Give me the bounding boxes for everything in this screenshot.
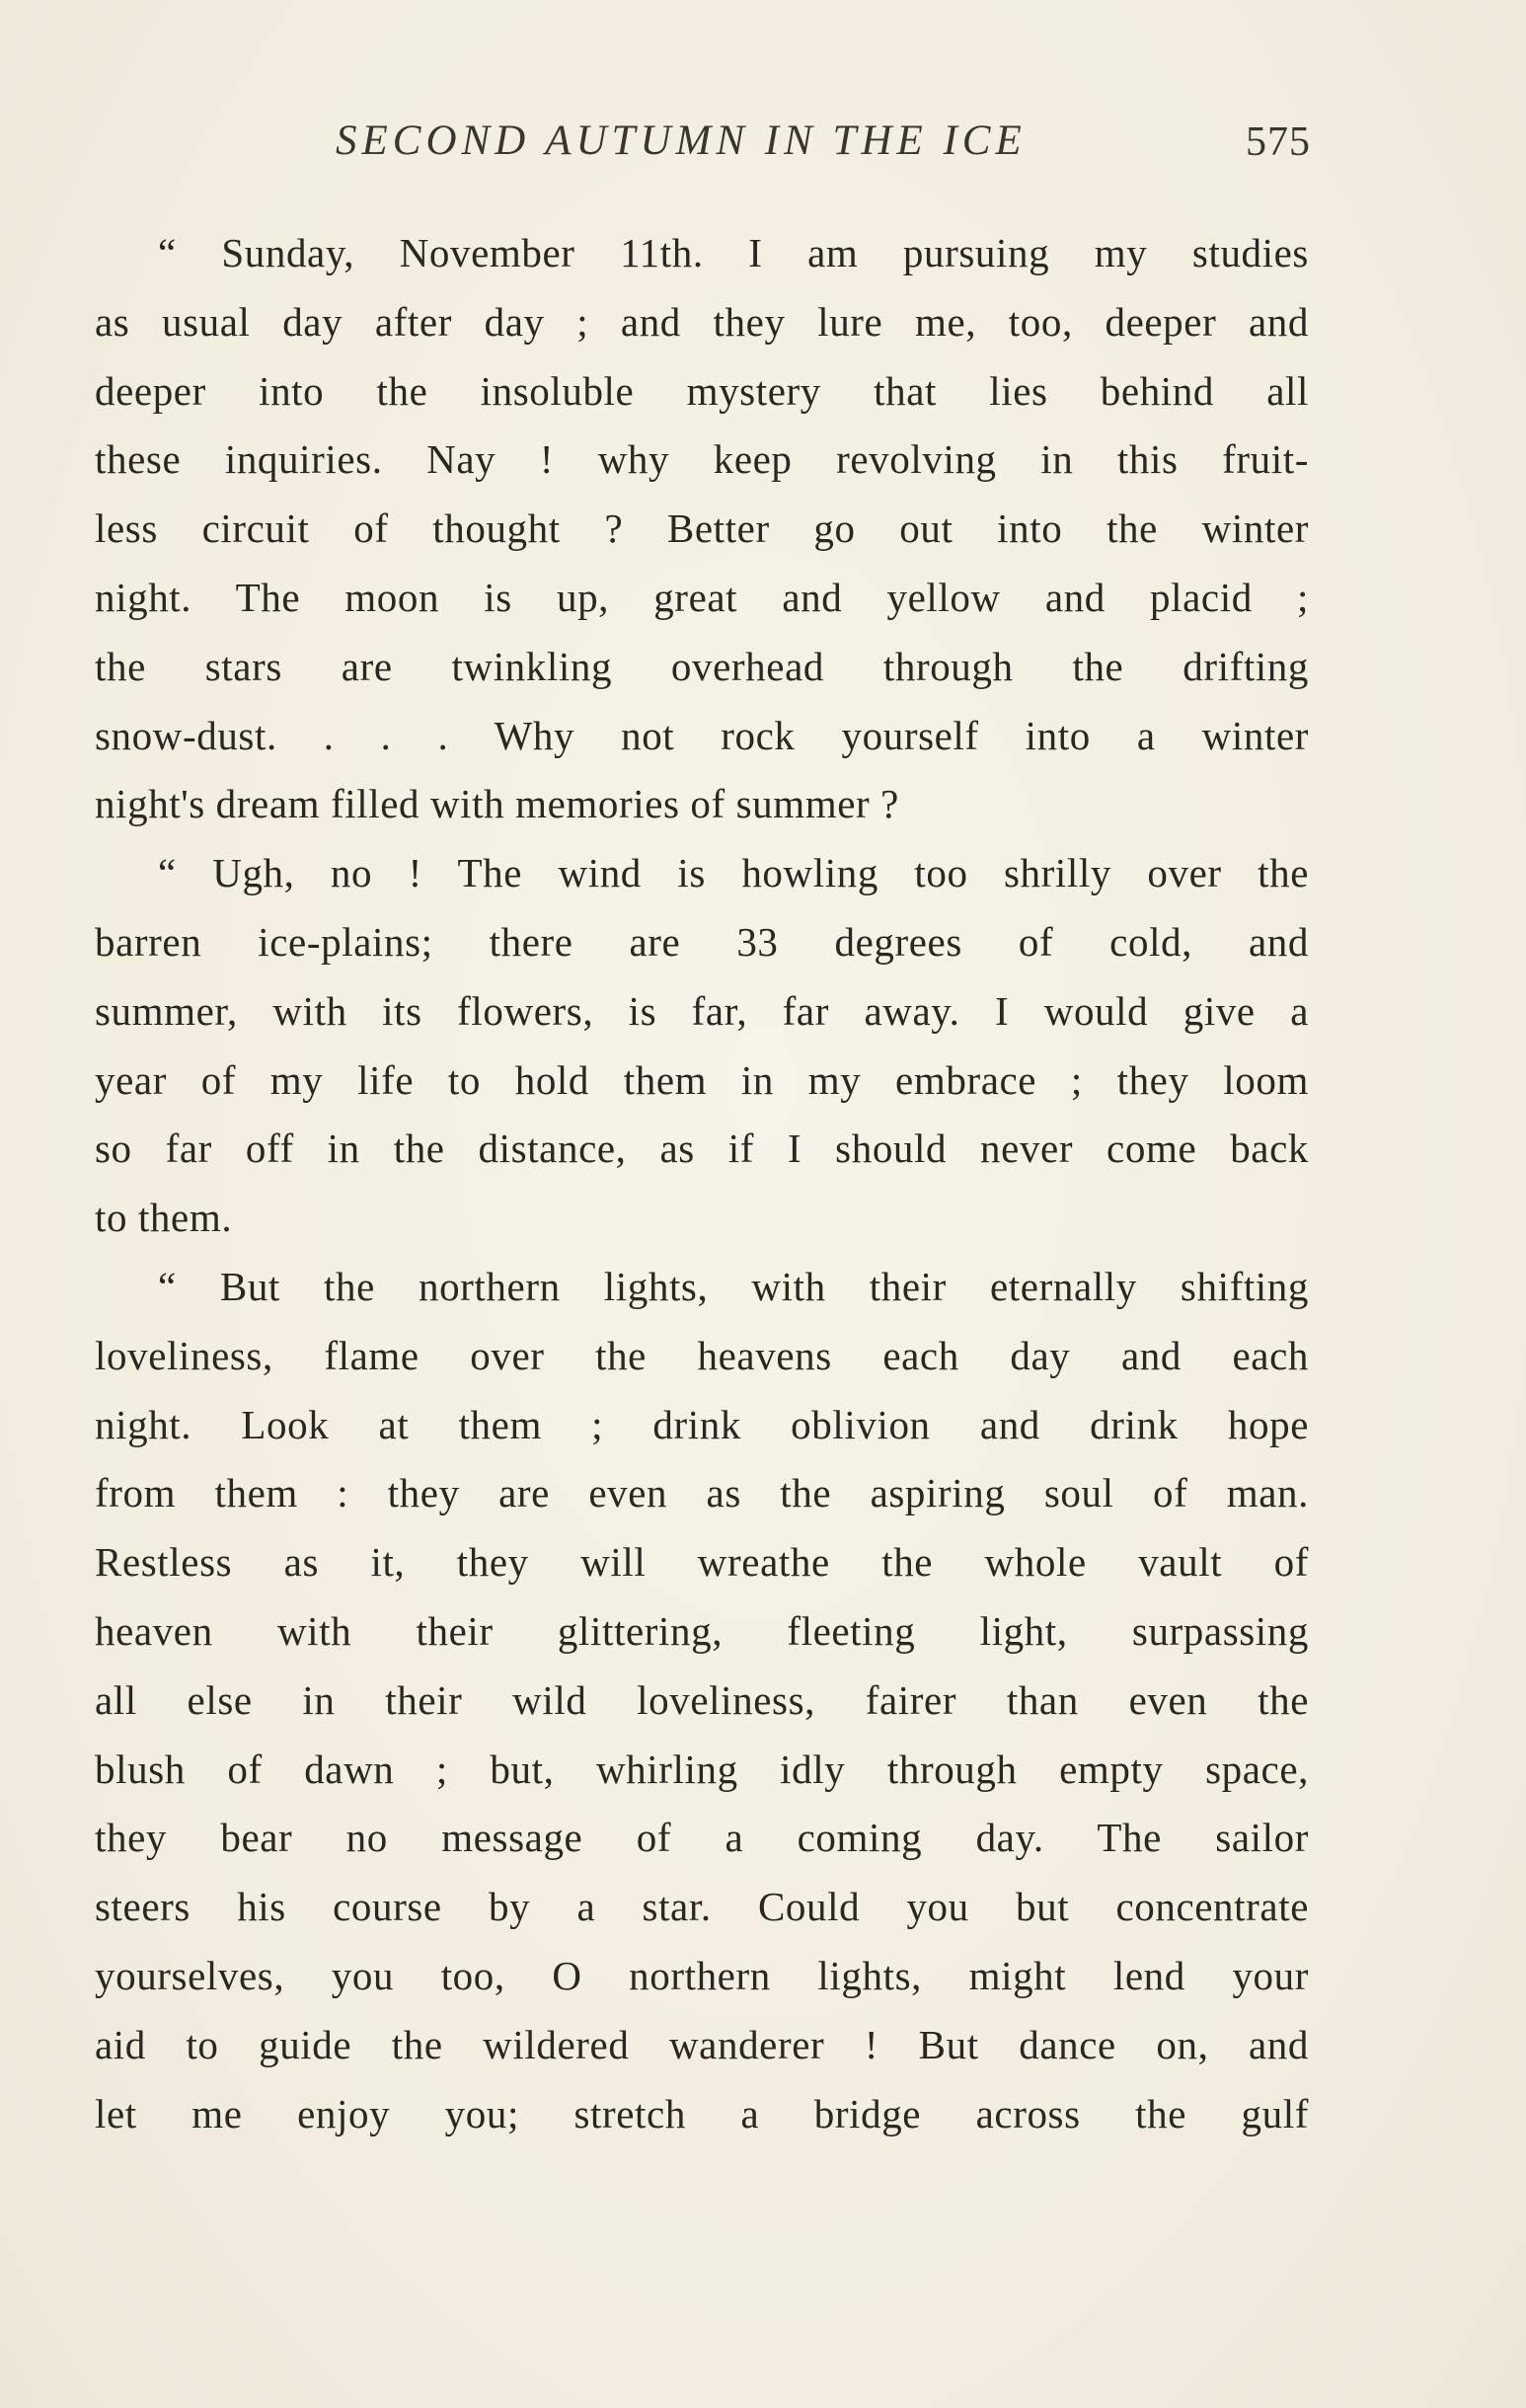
text-line: heaven with their glittering, fleeting light, surpassing bbox=[95, 1607, 1309, 1654]
text-line: to them. bbox=[95, 1195, 233, 1241]
text-line: as usual day after day ; and they lure me, too, deeper and bbox=[95, 298, 1309, 345]
text-line: yourselves, you too, O northern lights, might lend your bbox=[95, 1952, 1309, 1998]
text-line: barren ice-plains; there are 33 degrees of cold, and bbox=[95, 918, 1309, 965]
text-line: night. The moon is up, great and yellow and placid ; bbox=[95, 574, 1309, 620]
text-line: less circuit of thought ? Better go out into the winter bbox=[95, 505, 1309, 552]
text-line: blush of dawn ; but, whirling idly through empty space, bbox=[95, 1746, 1309, 1792]
text-line: they bear no message of a coming day. The sailor bbox=[95, 1815, 1309, 1861]
text-line: year of my life to hold them in my embrace ; they loom bbox=[95, 1056, 1309, 1103]
running-title: SECOND AUTUMN IN THE ICE bbox=[336, 117, 1027, 164]
text-line: all else in their wild loveliness, fairer than even the bbox=[95, 1676, 1309, 1723]
text-line: summer, with its flowers, is far, far away. I would give a bbox=[95, 987, 1309, 1034]
body-text bbox=[95, 219, 1309, 2148]
text-line: night. Look at them ; drink oblivion and drink hope bbox=[95, 1401, 1309, 1447]
text-line: “ Ugh, no ! The wind is howling too shrilly over the bbox=[158, 850, 1309, 896]
page-number: 575 bbox=[1246, 119, 1311, 165]
text-line: steers his course by a star. Could you but concentrate bbox=[95, 1884, 1309, 1930]
text-line: “ Sunday, November 11th. I am pursuing my studies bbox=[158, 230, 1309, 275]
text-line: let me enjoy you; stretch a bridge across the gulf bbox=[95, 2090, 1309, 2136]
text-line: so far off in the distance, as if I should never come back bbox=[95, 1126, 1309, 1172]
text-line: aid to guide the wildered wanderer ! But dance on, and bbox=[95, 2021, 1309, 2067]
text-line: deeper into the insoluble mystery that lies behind all bbox=[95, 367, 1309, 414]
text-line: from them : they are even as the aspiring soul of man. bbox=[95, 1470, 1309, 1516]
text-line: Restless as it, they will wreathe the whole vault of bbox=[95, 1539, 1309, 1586]
text-line: night's dream filled with memories of summer ? bbox=[95, 781, 899, 827]
text-line: “ But the northern lights, with their eternally shifting bbox=[158, 1263, 1309, 1309]
text-line: the stars are twinkling overhead through the drifting bbox=[95, 643, 1309, 689]
running-head bbox=[0, 117, 1526, 176]
text-line: these inquiries. Nay ! why keep revolving in this fruit- bbox=[95, 436, 1309, 483]
text-line: loveliness, flame over the heavens each day and each bbox=[95, 1332, 1309, 1378]
text-line: snow-dust. . . . Why not rock yourself into a winter bbox=[95, 712, 1309, 758]
